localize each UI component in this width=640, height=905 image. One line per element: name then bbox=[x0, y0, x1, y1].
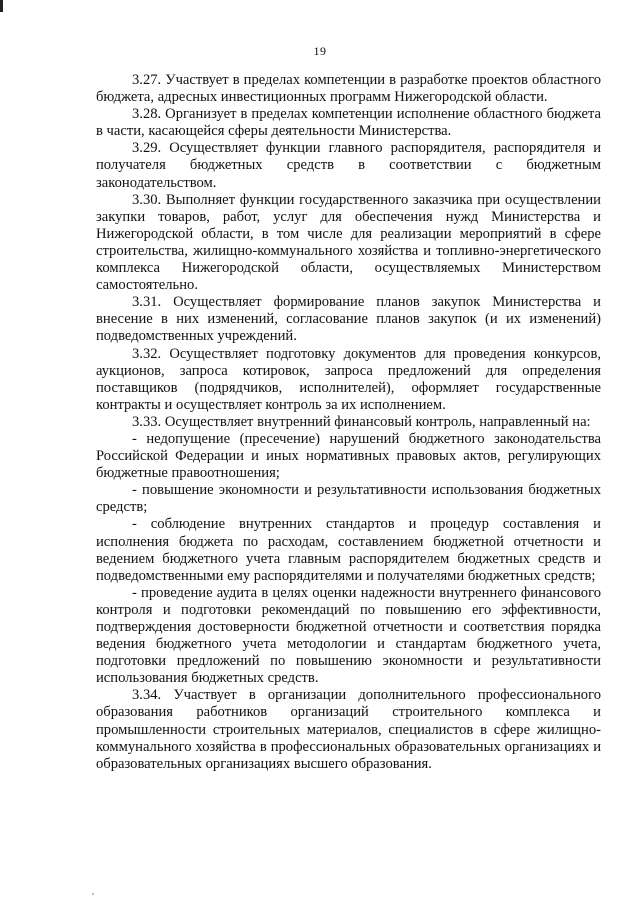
document-body bbox=[96, 72, 601, 773]
page-number: 19 bbox=[313, 44, 327, 58]
scan-edge-mark bbox=[0, 0, 3, 12]
list-item-prevention: - недопущение (пресечение) нарушений бюджетного законодательства Российской Федерации и иных нормативных правовых актов, регулирующих бюджетные правоотношения; bbox=[96, 430, 601, 482]
paragraph-3-32: 3.32. Осуществляет подготовку документов для проведения конкурсов, аукционов, запроса котировок, запроса предложений для определения поставщиков (подрядчиков, исполнителей), оформляет государственные контракты и осуществляет контроль за их исполнением. bbox=[96, 345, 601, 413]
list-item-standards: - соблюдение внутренних стандартов и процедур составления и исполнения бюджета по расходам, составлением бюджетной отчетности и ведением бюджетного учета главным распорядителем бюджетных средств и подведомственными ему распорядителями и получателями бюджетных средств; bbox=[96, 516, 601, 584]
scan-speck bbox=[92, 893, 94, 895]
paragraph-3-30: 3.30. Выполняет функции государственного заказчика при осуществлении закупки товаров, работ, услуг для обеспечения нужд Министерства и Нижегородской области, в том числе для реализации мероприятий в сфере строительства, жилищно-коммунального хозяйства и топливно-энергетического комплекса Нижегородской области, осуществляемых Министерством самостоятельно. bbox=[96, 191, 601, 294]
paragraph-3-28: 3.28. Организует в пределах компетенции исполнение областного бюджета в части, касающейся сферы деятельности Министерства. bbox=[96, 106, 601, 140]
paragraph-3-29: 3.29. Осуществляет функции главного распорядителя, распорядителя и получателя бюджетных средств в соответствии с бюджетным законодательством. bbox=[96, 140, 601, 191]
list-item-audit: - проведение аудита в целях оценки надежности внутреннего финансового контроля и подготовки рекомендаций по повышению его эффективности, подтверждения достоверности бюджетной отчетности и соответствия порядка ведения бюджетного учета методологии и стандартам бюджетного учета, подготовки предложений по повышению экономности и результативности использования бюджетных средств. bbox=[96, 584, 601, 687]
paragraph-3-31: 3.31. Осуществляет формирование планов закупок Министерства и внесение в них изменений, согласование планов закупок (и их изменений) подведомственных учреждений. bbox=[96, 294, 601, 345]
paragraph-3-33: 3.33. Осуществляет внутренний финансовый контроль, направленный на: bbox=[132, 413, 591, 430]
paragraph-3-34: 3.34. Участвует в организации дополнительного профессионального образования работников организаций строительного комплекса и промышленности строительных материалов, специалистов в сфере жилищно-коммунального хозяйства в профессиональных образовательных организациях и образовательных организациях высшего образования. bbox=[96, 687, 601, 772]
list-item-efficiency: - повышение экономности и результативности использования бюджетных средств; bbox=[96, 482, 601, 516]
paragraph-3-27: 3.27. Участвует в пределах компетенции в разработке проектов областного бюджета, адресных инвестиционных программ Нижегородской области. bbox=[96, 72, 601, 106]
